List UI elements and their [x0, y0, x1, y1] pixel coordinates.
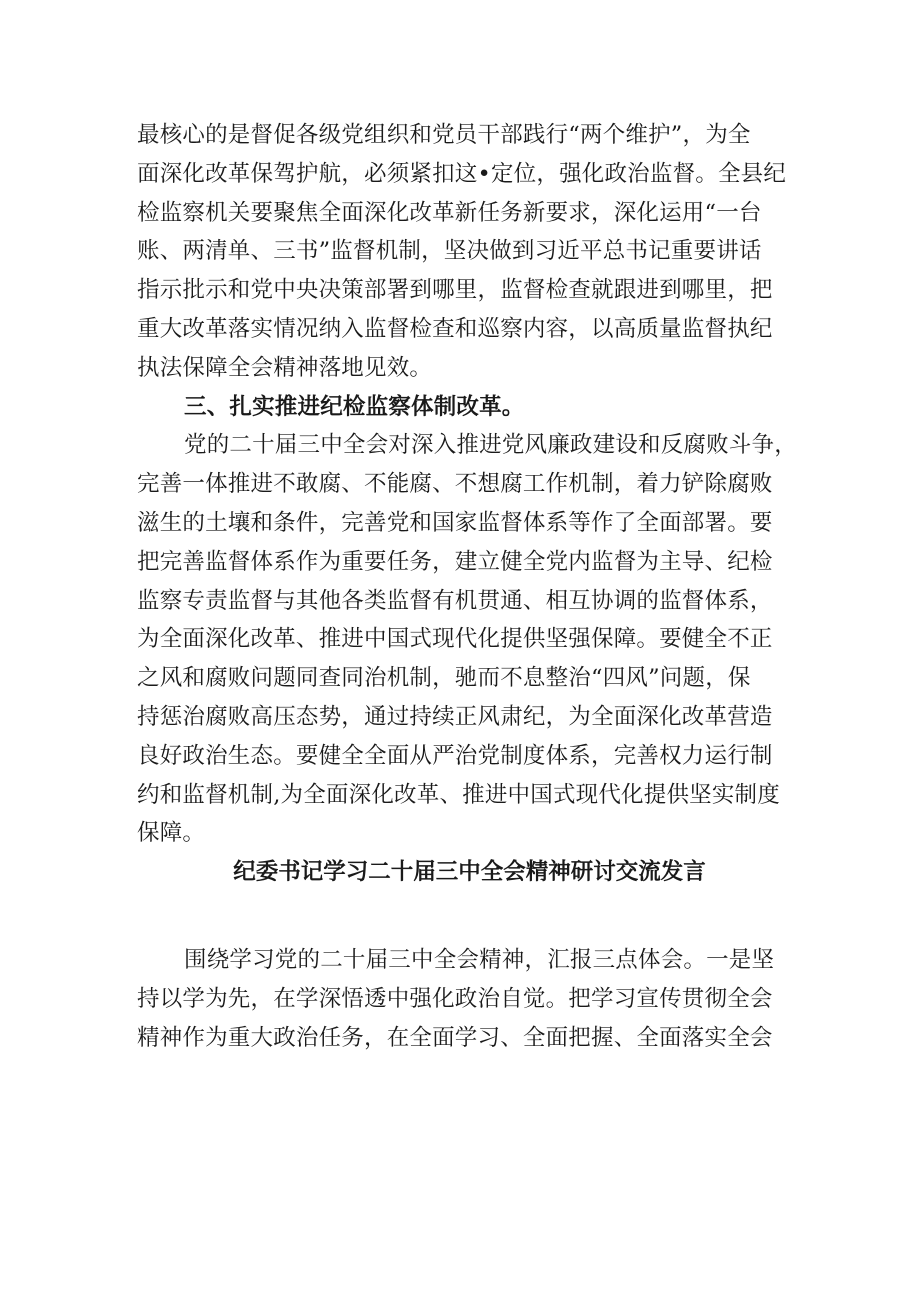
text-line: 把完善监督体系作为重要任务，建立健全党内监督为主导、纪检: [137, 548, 773, 575]
text-line: 完善一体推进不敢腐、不能腐、不想腐工作机制，着力铲除腐败: [137, 471, 773, 498]
article-title: 纪委书记学习二十届三中全会精神研讨交流发言: [233, 859, 706, 886]
text-line: 检监察机关要聚焦全面深化改革新任务新要求，深化运用“一台: [137, 199, 762, 226]
text-line: 滋生的土壤和条件，完善党和国家监督体系等作了全面部署。要: [137, 509, 773, 536]
document-body: [137, 116, 797, 1057]
text-line: 面深化改革保驾护航，必须紧扣这•定位，强化政治监督。全县纪: [137, 160, 787, 187]
text-line: 最核心的是督促各级党组织和党员干部践行“两个维护”，为全: [137, 122, 751, 148]
text-line: 约和监督机制,为全面深化改革、推进中国式现代化提供坚实制度: [137, 781, 780, 808]
text-line: 指示批示和党中央决策部署到哪里，监督检查就跟进到哪里，把: [137, 277, 773, 304]
paragraph-1: [137, 116, 792, 388]
text-line: 保障。: [137, 820, 206, 847]
spacer: [137, 892, 792, 941]
text-line: 良好政治生态。要健全全面从严治党制度体系，完善权力运行制: [137, 742, 773, 769]
text-line: 重大改革落实情况纳入监督检查和巡察内容，以高质量监督执纪: [137, 315, 773, 342]
text-line: 为全面深化改革、推进中国式现代化提供坚强保障。要健全不正: [137, 626, 773, 653]
section-heading: 三、扎实推进纪检监察体制改革。: [184, 393, 525, 420]
text-line: 持惩治腐败高压态势，通过持续正风肃纪，为全面深化改革营造: [137, 703, 773, 730]
text-line: 账、两清单、三书”监督机制，坚决做到习近平总书记重要讲话: [137, 238, 762, 265]
text-line: 执法保障全会精神落地见效。: [137, 354, 433, 381]
text-line: 持以学为先，在学深悟透中强化政治自觉。把学习宣传贯彻全会: [137, 985, 773, 1012]
paragraph-2: [137, 426, 797, 853]
text-line: 党的二十届三中全会对深入推进党风廉政建设和反腐败斗争，: [184, 432, 797, 459]
text-line: 围绕学习党的二十届三中全会精神，汇报三点体会。一是坚: [184, 946, 775, 973]
paragraph-3: [137, 941, 792, 1057]
text-line: 之风和腐败问题同查同治机制，驰而不息整治“四风”问题，保: [137, 665, 751, 692]
text-line: 监察专责监督与其他各类监督有机贯通、相互协调的监督体系，: [137, 587, 773, 614]
text-line: 精神作为重大政治任务，在全面学习、全面把握、全面落实全会: [137, 1024, 773, 1051]
